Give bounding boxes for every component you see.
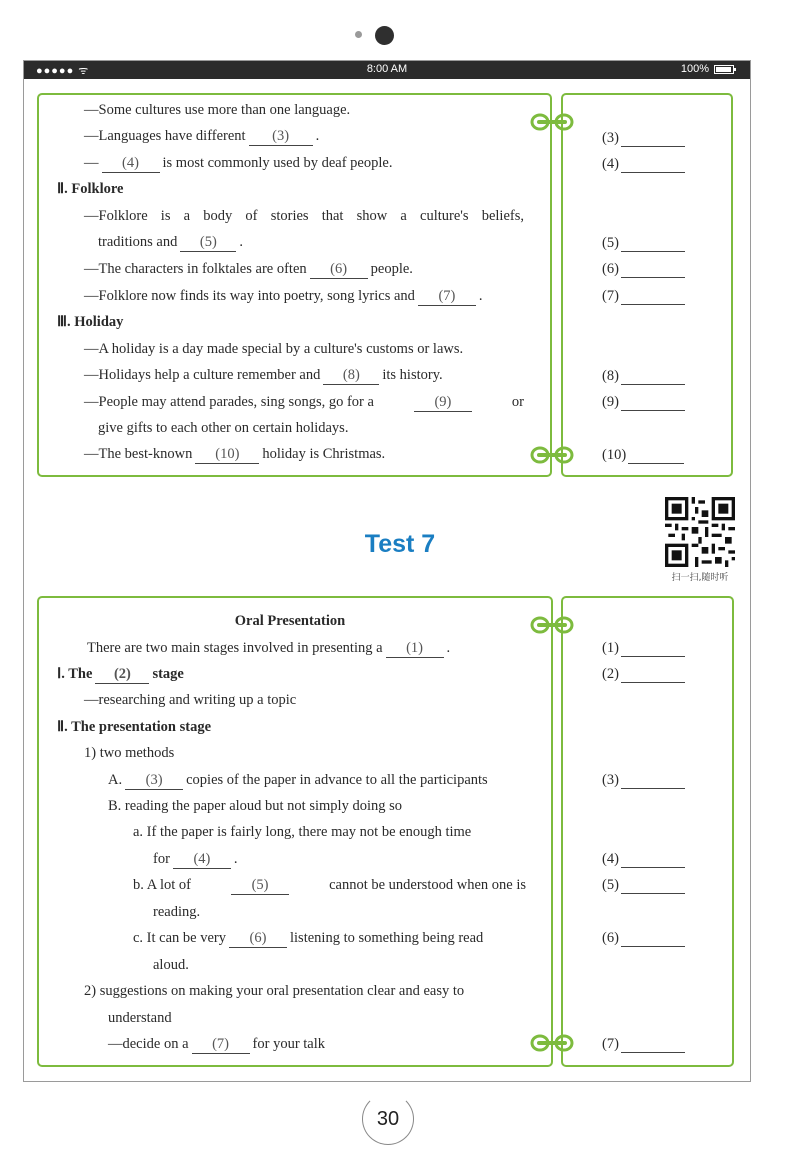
outline-line: 2) suggestions on making your oral presentation clear and easy to	[84, 983, 465, 999]
outline-line: c. It can be very (6) listening to something being read	[133, 930, 484, 946]
answer-field-5[interactable]: (5)	[602, 234, 685, 252]
binder-ring-icon	[529, 444, 575, 466]
outline-line: —People may attend parades, sing songs, go for a (9) or	[84, 394, 524, 410]
answer-field-9[interactable]: (9)	[602, 393, 685, 411]
answer-field-7[interactable]: (7)	[602, 1035, 685, 1053]
blank-2: (2)	[95, 665, 149, 684]
blank-5: (5)	[180, 233, 236, 252]
section-heading: Ⅱ. Folklore	[57, 181, 124, 197]
blank-9: (9)	[414, 393, 472, 412]
outline-line: reading.	[153, 904, 201, 920]
outline-line: —decide on a (7) for your talk	[108, 1036, 326, 1052]
blank-3: (3)	[125, 771, 183, 790]
section-heading: Ⅱ. The presentation stage	[57, 719, 212, 735]
outline-line: a. If the paper is fairly long, there may not be enough time	[133, 824, 472, 840]
outline-line: A. (3) copies of the paper in advance to all the participants	[108, 772, 488, 788]
outline-line: b. A lot of (5) cannot be understood when one is	[133, 877, 526, 893]
outline-line: B. reading the paper aloud but not simply doing so	[108, 798, 402, 814]
test-title: Test 7	[364, 530, 436, 558]
outline-line: —A holiday is a day made special by a culture's customs or laws.	[84, 341, 464, 357]
outline-line: —The best-known (10) holiday is Christmas.	[84, 446, 386, 462]
blank-5: (5)	[231, 876, 289, 895]
blank-3: (3)	[249, 127, 313, 146]
binder-ring-icon	[529, 1032, 575, 1054]
answer-field-4[interactable]: (4)	[602, 850, 685, 868]
battery-icon	[714, 65, 734, 74]
outline-line: —Folklore now finds its way into poetry, song lyrics and (7) .	[84, 288, 483, 304]
answer-field-3[interactable]: (3)	[602, 771, 685, 789]
qr-code-icon[interactable]	[665, 497, 735, 567]
page-dot-active[interactable]	[375, 26, 394, 45]
blank-1: (1)	[386, 639, 444, 658]
battery-percent: 100%	[680, 63, 709, 75]
answer-field-6[interactable]: (6)	[602, 260, 685, 278]
blank-4: (4)	[102, 154, 160, 173]
outline-line: —Languages have different (3) .	[84, 128, 320, 144]
answer-field-8[interactable]: (8)	[602, 367, 685, 385]
outline-line: —The characters in folktales are often (6) people.	[84, 261, 413, 277]
outline-line: —Holidays help a culture remember and (8) its history.	[84, 367, 443, 383]
blank-8: (8)	[323, 366, 379, 385]
section-heading: Ⅲ. Holiday	[57, 314, 124, 330]
outline-line: understand	[108, 1010, 172, 1026]
section-heading: Ⅰ. The (2) stage	[57, 666, 184, 682]
answer-field-2[interactable]: (2)	[602, 665, 685, 683]
blank-7: (7)	[418, 287, 476, 306]
answer-field-4[interactable]: (4)	[602, 155, 685, 173]
status-time: 8:00 AM	[366, 63, 408, 75]
answer-field-3[interactable]: (3)	[602, 129, 685, 147]
qr-caption: 扫一扫,随时听	[671, 573, 729, 583]
outline-line: —Folklore is a body of stories that show a culture's beliefs,	[84, 208, 524, 224]
signal-wifi-icon: ●●●●● ᯤ	[36, 65, 90, 77]
answer-field-1[interactable]: (1)	[602, 639, 685, 657]
answer-field-10[interactable]: (10)	[602, 446, 684, 464]
outline-line: —researching and writing up a topic	[84, 692, 297, 708]
blank-10: (10)	[195, 445, 259, 464]
outline-line: aloud.	[153, 957, 189, 973]
blank-4: (4)	[173, 850, 231, 869]
section1-answer-panel	[561, 93, 733, 477]
section2-heading: Oral Presentation	[234, 613, 346, 629]
page-indicator-dots	[0, 26, 800, 46]
answer-field-6[interactable]: (6)	[602, 929, 685, 947]
blank-7: (7)	[192, 1035, 250, 1054]
outline-line: There are two main stages involved in presenting a (1) .	[87, 640, 451, 656]
battery-status	[681, 63, 734, 75]
page-dot-inactive[interactable]	[355, 31, 362, 38]
outline-line: 1) two methods	[84, 745, 175, 761]
outline-line: give gifts to each other on certain holidays.	[98, 420, 349, 436]
blank-6: (6)	[310, 260, 368, 279]
blank-6: (6)	[229, 929, 287, 948]
status-bar	[24, 61, 750, 79]
answer-field-7[interactable]: (7)	[602, 287, 685, 305]
binder-ring-icon	[529, 111, 575, 133]
outline-line: — (4) is most commonly used by deaf people.	[84, 155, 393, 171]
answer-field-5[interactable]: (5)	[602, 876, 685, 894]
outline-line: for (4) .	[153, 851, 238, 867]
page-number: 30	[362, 1093, 414, 1145]
outline-line: —Some cultures use more than one language.	[84, 102, 351, 118]
outline-line: traditions and (5) .	[98, 234, 243, 250]
